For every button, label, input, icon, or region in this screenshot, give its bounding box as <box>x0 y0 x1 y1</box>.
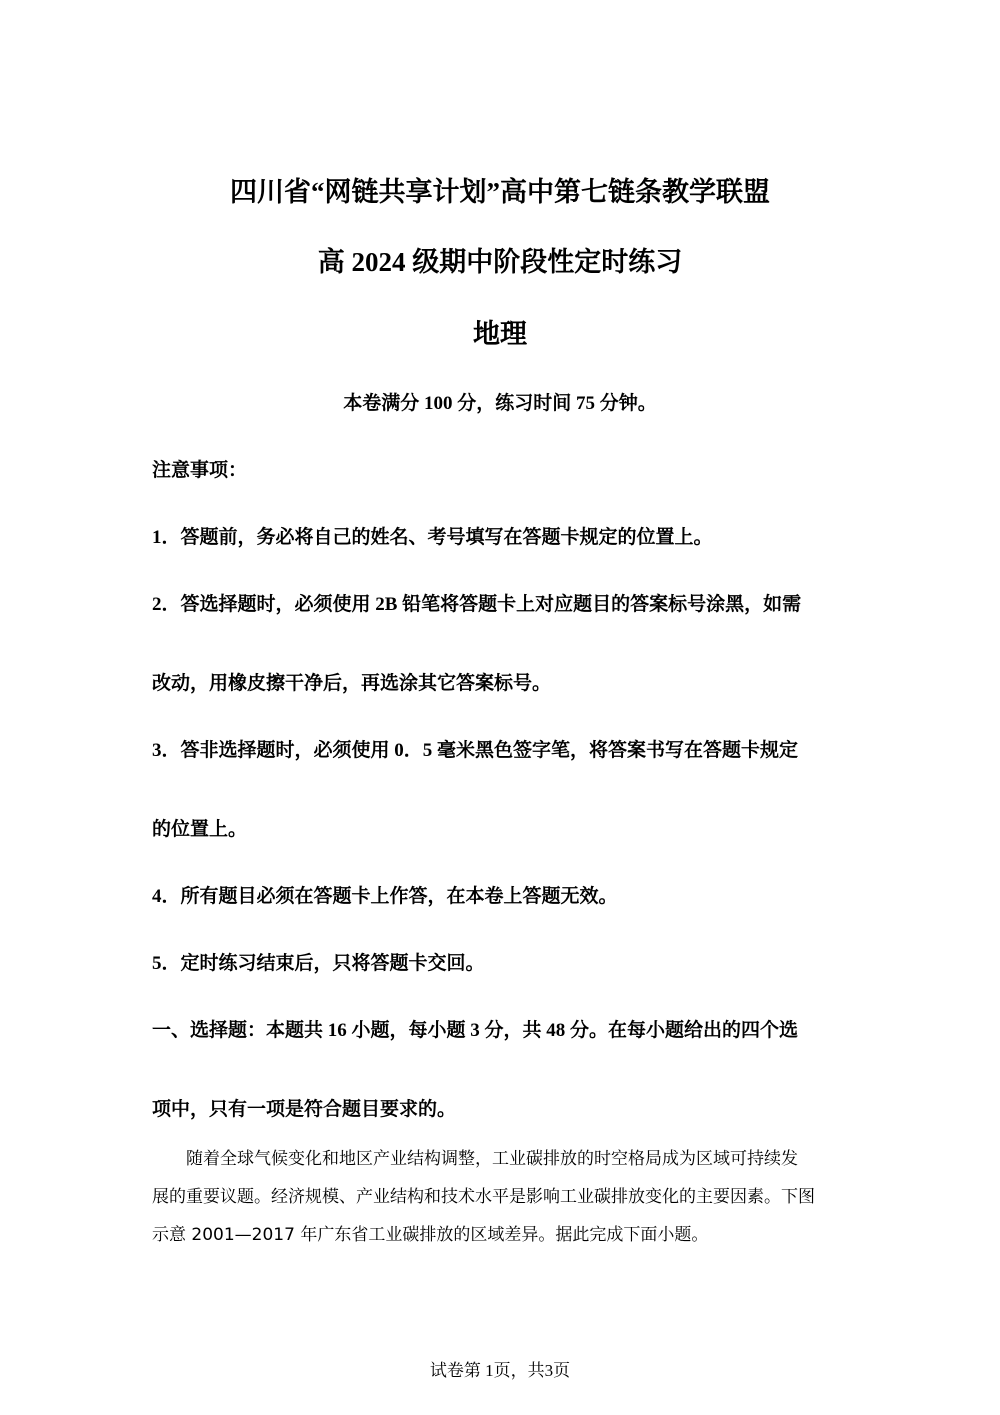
notice-item-3: 3．答非选择题时，必须使用 0．5 毫米黑色签字笔，将答案书写在答题卡规定 <box>152 740 799 761</box>
notice-item-3-cont: 的位置上。 <box>152 819 248 840</box>
exam-title-line1: 四川省“网链共享计划”高中第七链条教学联盟 <box>230 177 770 207</box>
notice-item-5: 5．定时练习结束后，只将答题卡交回。 <box>152 953 485 974</box>
question-passage <box>152 1140 842 1254</box>
passage-line-1: 随着全球气候变化和地区产业结构调整，工业碳排放的时空格局成为区域可持续发 <box>152 1149 798 1169</box>
page-number: 试卷第 1页，共3页 <box>429 1361 571 1380</box>
passage-line-3: 示意 2001—2017 年广东省工业碳排放的区域差异。据此完成下面小题。 <box>152 1225 709 1245</box>
exam-info: 本卷满分 100 分，练习时间 75 分钟。 <box>343 393 657 414</box>
exam-title-line2: 高 2024 级期中阶段性定时练习 <box>317 247 683 277</box>
exam-subject: 地理 <box>473 319 527 349</box>
section-heading-line1: 一、选择题：本题共 16 小题，每小题 3 分，共 48 分。在每小题给出的四个选 <box>152 1020 799 1041</box>
passage-line-2: 展的重要议题。经济规模、产业结构和技术水平是影响工业碳排放变化的主要因素。下图 <box>152 1187 815 1207</box>
notice-item-1: 1．答题前，务必将自己的姓名、考号填写在答题卡规定的位置上。 <box>152 527 713 548</box>
notice-item-4: 4．所有题目必须在答题卡上作答，在本卷上答题无效。 <box>152 886 618 907</box>
notice-heading: 注意事项： <box>152 460 248 481</box>
notice-item-2-cont: 改动，用橡皮擦干净后，再选涂其它答案标号。 <box>152 673 552 694</box>
notice-item-2: 2．答选择题时，必须使用 2B 铅笔将答题卡上对应题目的答案标号涂黑，如需 <box>152 594 802 615</box>
section-heading-line2: 项中，只有一项是符合题目要求的。 <box>152 1099 457 1120</box>
